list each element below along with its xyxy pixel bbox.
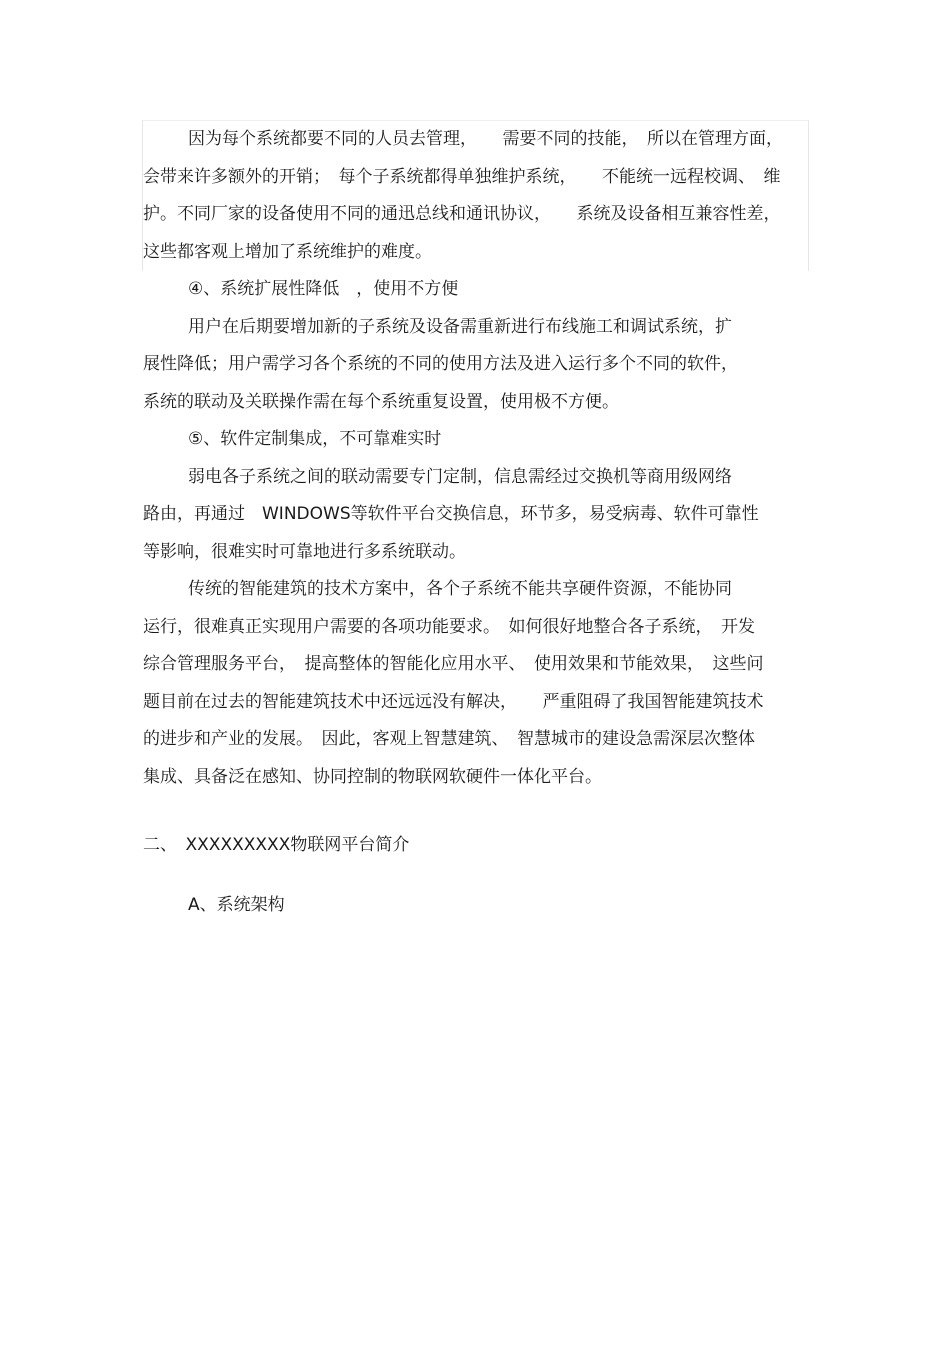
paragraph-line: 等影响，很难实时可靠地进行多系统联动。 bbox=[143, 541, 466, 562]
subsection-title: A、系统架构 bbox=[188, 894, 285, 915]
section-spacer bbox=[143, 865, 808, 887]
paragraph-line: 护。不同厂家的设备使用不同的通迅总线和通讯协议， 系统及设备相互兼容性差， bbox=[143, 204, 781, 224]
paragraph-line: 运行，很难真正实现用户需要的各项功能要求。 如何很好地整合各子系统， 开发 bbox=[143, 616, 755, 637]
paragraph-line: 用户在后期要增加新的子系统及设备需重新进行布线施工和调试系统，扩 bbox=[188, 316, 732, 337]
paragraph-line: 系统的联动及关联操作需在每个系统重复设置，使用极不方便。 bbox=[143, 391, 619, 412]
section-spacer bbox=[143, 796, 808, 827]
paragraph-line: 展性降低；用户需学习各个系统的不同的使用方法及进入运行多个不同的软件， bbox=[143, 354, 738, 374]
paragraph-line: 弱电各子系统之间的联动需要专门定制，信息需经过交换机等商用级网络 bbox=[188, 466, 732, 487]
paragraph-maintenance bbox=[142, 120, 809, 271]
document-body bbox=[143, 120, 808, 924]
paragraph-line: 路由，再通过 WINDOWS等软件平台交换信息，环节多，易受病毒、软件可靠性 bbox=[143, 504, 759, 524]
paragraph-line: 因为每个系统都要不同的人员去管理， 需要不同的技能， 所以在管理方面， bbox=[188, 129, 783, 149]
paragraph-line: 这些都客观上增加了系统维护的难度。 bbox=[143, 241, 432, 262]
paragraph-line: 综合管理服务平台， 提高整体的智能化应用水平、 使用效果和节能效果， 这些问 bbox=[143, 654, 764, 674]
heading-software-integration: ⑤、软件定制集成，不可靠难实时 bbox=[188, 429, 442, 449]
paragraph-traditional-solution bbox=[143, 571, 808, 796]
paragraph-line: 集成、具备泛在感知、协同控制的物联网软硬件一体化平台。 bbox=[143, 766, 602, 787]
paragraph-scalability bbox=[143, 309, 808, 422]
paragraph-line: 题目前在过去的智能建筑技术中还远远没有解决， 严重阻碍了我国智能建筑技术 bbox=[143, 691, 764, 712]
paragraph-software-integration bbox=[143, 459, 808, 572]
paragraph-line: 传统的智能建筑的技术方案中，各个子系统不能共享硬件资源，不能协同 bbox=[188, 579, 732, 599]
heading-scalability: ④、系统扩展性降低 ，使用不方便 bbox=[188, 279, 459, 299]
paragraph-line: 会带来许多额外的开销； 每个子系统都得单独维护系统， 不能统一远程校调、 维 bbox=[143, 166, 781, 187]
paragraph-line: 的进步和产业的发展。 因此，客观上智慧建筑、 智慧城市的建设急需深层次整体 bbox=[143, 729, 755, 749]
section-title: 二、 XXXXXXXXX物联网平台简介 bbox=[143, 835, 410, 855]
